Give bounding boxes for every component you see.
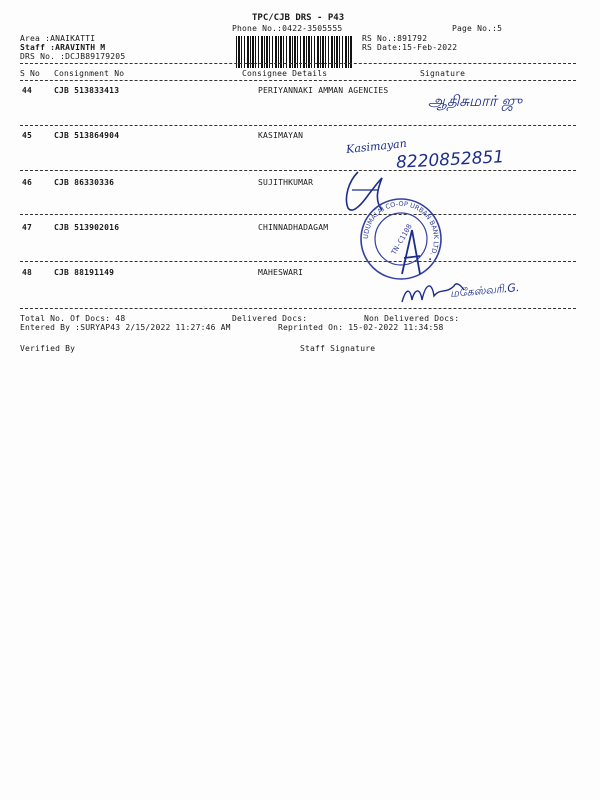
row-consignment: CJB 86330336 bbox=[54, 178, 115, 187]
row-divider bbox=[20, 308, 576, 309]
divider bbox=[20, 63, 576, 64]
signature-row-45: Kasimayan bbox=[345, 136, 408, 157]
non-delivered-docs: Non Delivered Docs: bbox=[364, 314, 460, 323]
row-consignment: CJB 513864904 bbox=[54, 131, 120, 140]
document-title: TPC/CJB DRS - P43 bbox=[252, 13, 345, 23]
divider bbox=[20, 80, 576, 81]
row-sno: 44 bbox=[22, 86, 33, 95]
staff-label: Staff :ARAVINTH M bbox=[20, 43, 106, 52]
row-divider bbox=[20, 125, 576, 126]
column-header-signature: Signature bbox=[420, 69, 466, 78]
column-header-consignment: Consignment No bbox=[54, 69, 125, 78]
staff-signature: Staff Signature bbox=[300, 344, 376, 353]
row-consignee: KASIMAYAN bbox=[258, 131, 304, 140]
signature-row-47 bbox=[396, 228, 426, 278]
phone-handwritten: 8220852851 bbox=[395, 147, 505, 173]
row-consignee: MAHESWARI bbox=[258, 268, 304, 277]
row-divider bbox=[20, 261, 576, 262]
row-consignment: CJB 513833413 bbox=[54, 86, 120, 95]
row-sno: 47 bbox=[22, 223, 33, 232]
row-divider bbox=[20, 214, 576, 215]
page-number: Page No.:5 bbox=[452, 24, 503, 33]
area-label: Area :ANAIKATTI bbox=[20, 34, 96, 43]
rs-date: RS Date:15-Feb-2022 bbox=[362, 43, 458, 52]
drs-number: DRS No. :DCJB89179205 bbox=[20, 52, 126, 61]
delivered-docs: Delivered Docs: bbox=[232, 314, 308, 323]
column-header-sno: S No bbox=[20, 69, 41, 78]
column-header-consignee: Consignee Details bbox=[242, 69, 328, 78]
svg-text:TN-C1108: TN-C1108 bbox=[389, 222, 414, 257]
signature-row-44: ஆதிசுமார் ஜு bbox=[428, 92, 522, 110]
row-consignee: CHINNADHADAGAM bbox=[258, 223, 329, 232]
verified-by: Verified By bbox=[20, 344, 76, 353]
row-sno: 46 bbox=[22, 178, 33, 187]
phone-number: Phone No.:0422-3505555 bbox=[232, 24, 343, 33]
row-consignment: CJB 513902016 bbox=[54, 223, 120, 232]
svg-text:UDUMALAI CO-OP URBAN BANK LTD.: UDUMALAI CO-OP URBAN BANK LTD. • bbox=[361, 199, 441, 263]
rs-number: RS No.:891792 bbox=[362, 34, 428, 43]
row-divider bbox=[20, 170, 576, 171]
row-consignee: PERIYANNAKI AMMAN AGENCIES bbox=[258, 86, 389, 95]
row-sno: 45 bbox=[22, 131, 33, 140]
row-consignment: CJB 88191149 bbox=[54, 268, 115, 277]
row-sno: 48 bbox=[22, 268, 33, 277]
signature-row-48: மகேஸ்வரி.G. bbox=[449, 281, 520, 301]
row-consignee: SUJITHKUMAR bbox=[258, 178, 314, 187]
entered-by: Entered By :SURYAP43 2/15/2022 11:27:46 AM bbox=[20, 323, 231, 332]
reprinted-on: Reprinted On: 15-02-2022 11:34:58 bbox=[278, 323, 444, 332]
total-docs: Total No. Of Docs: 48 bbox=[20, 314, 126, 323]
